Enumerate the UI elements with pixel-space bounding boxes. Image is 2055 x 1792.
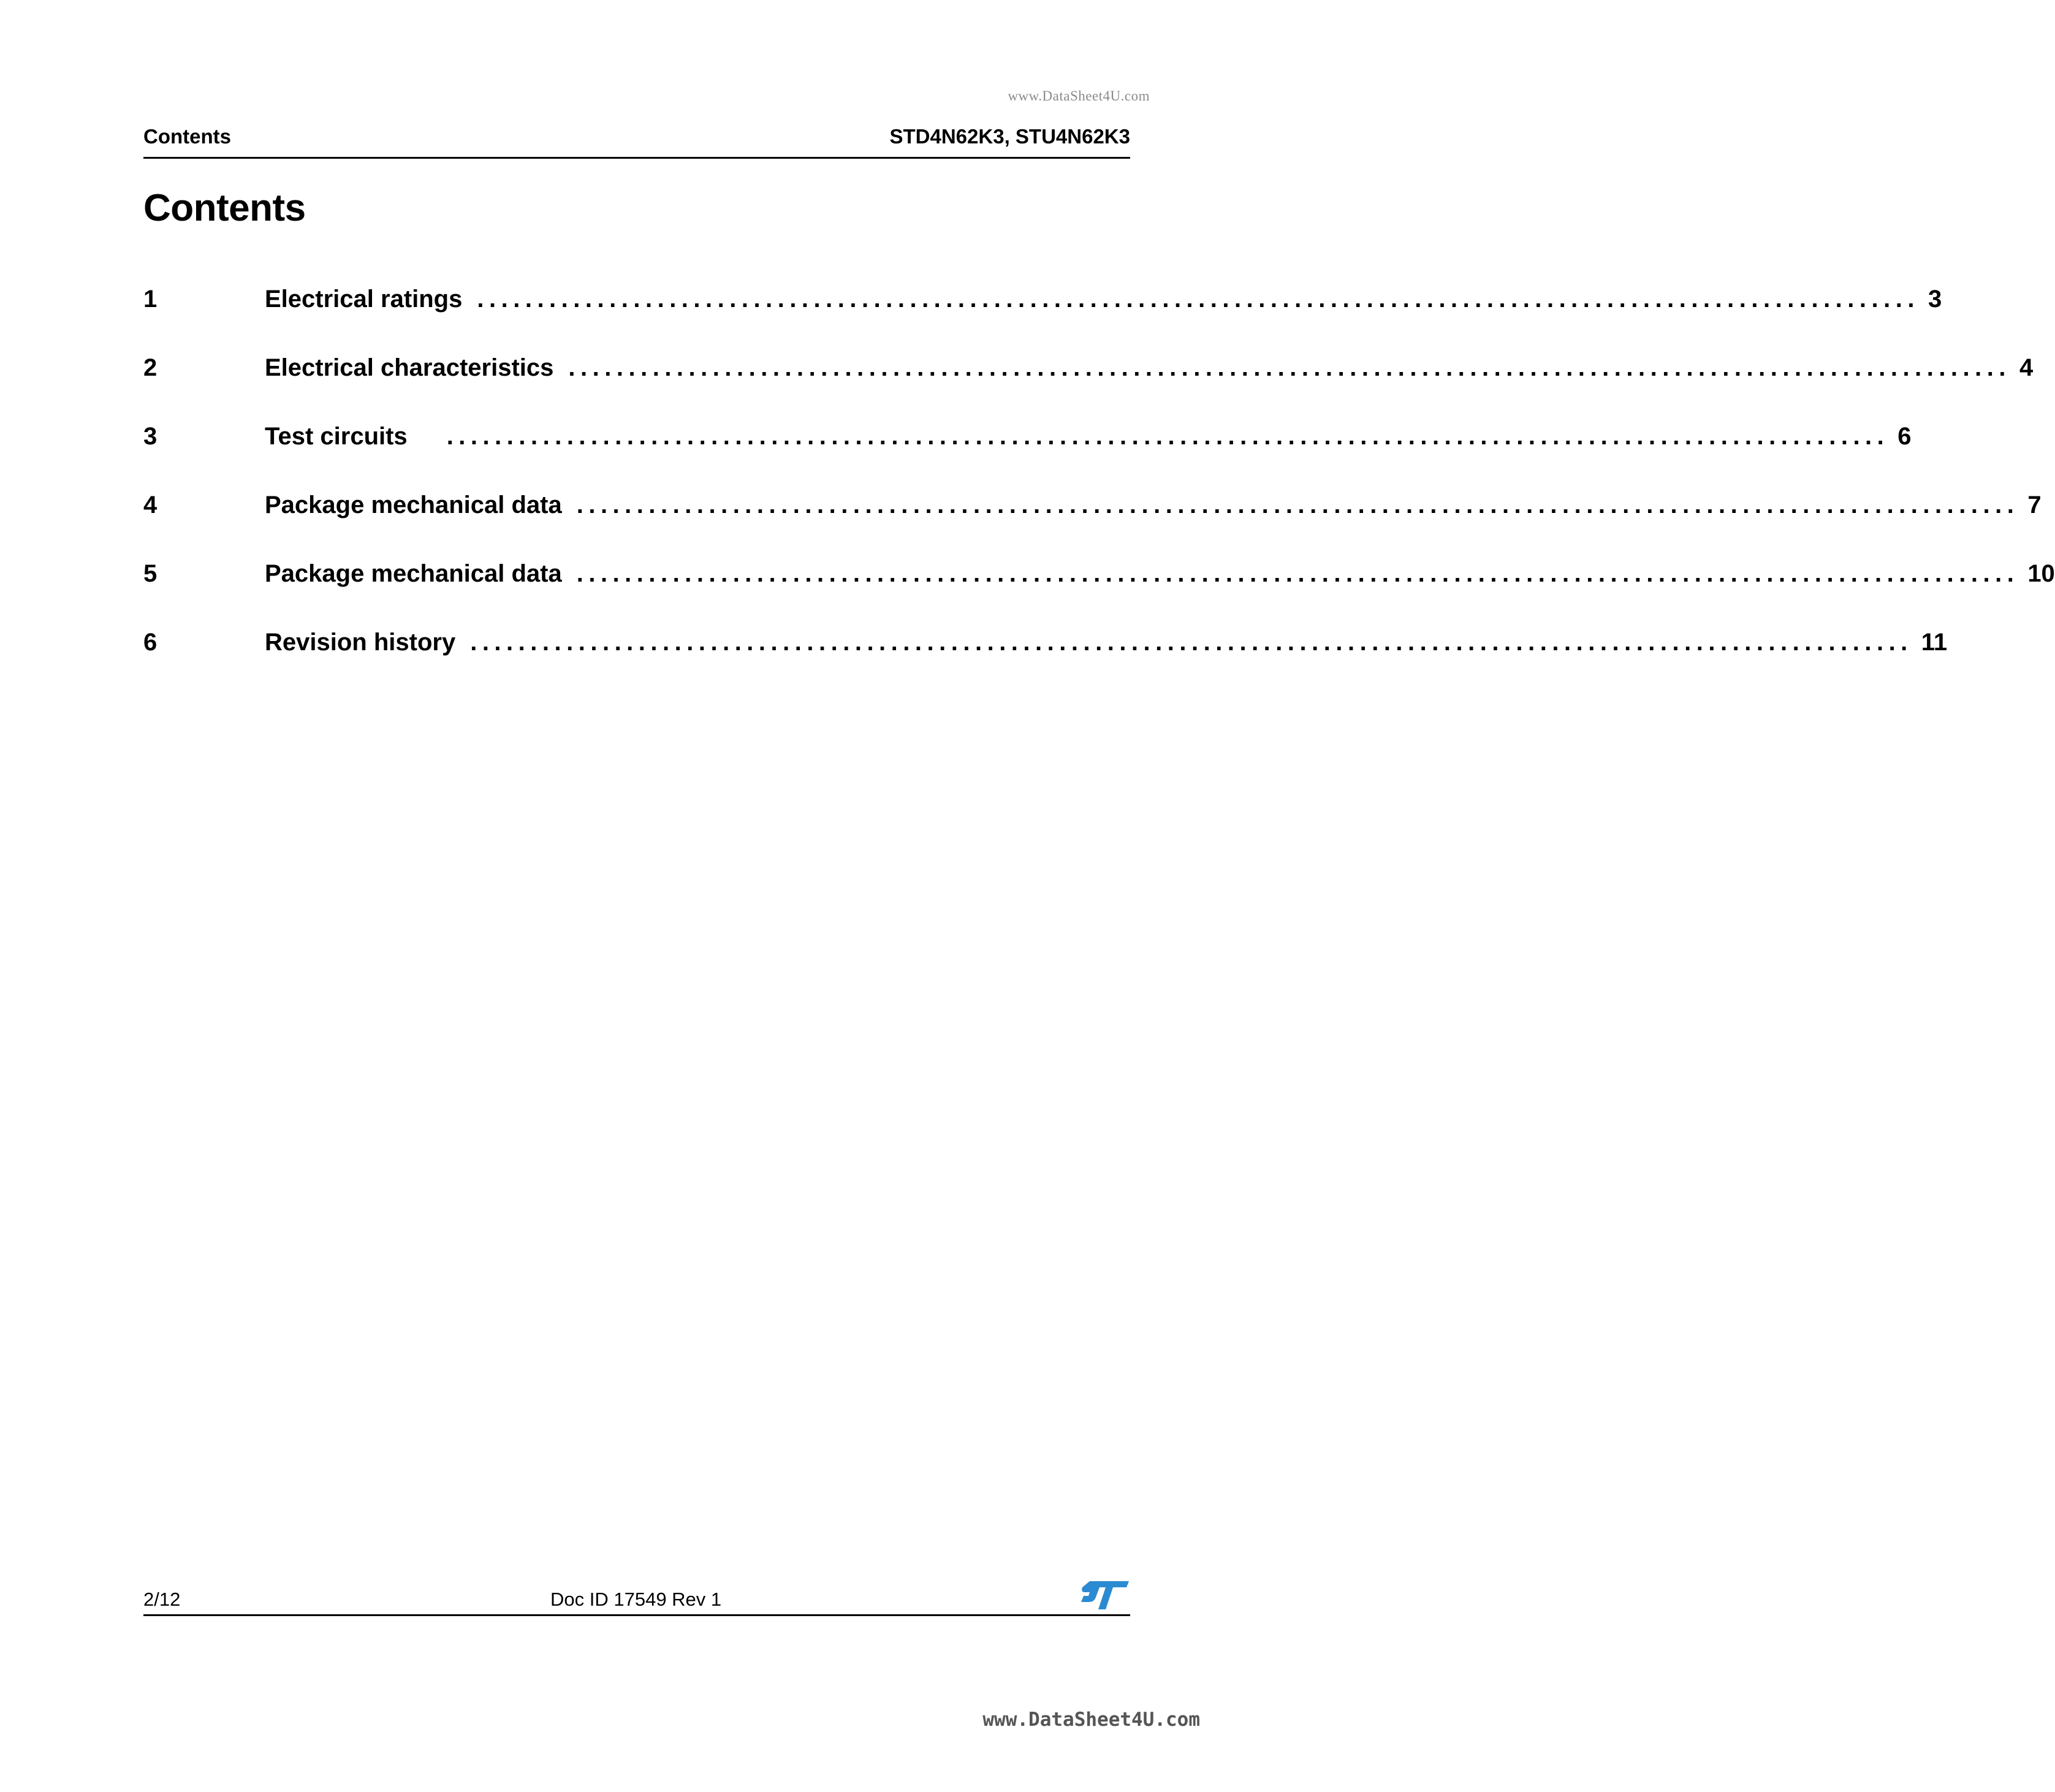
toc-entry-page: 6: [1897, 423, 1912, 450]
toc-entry-title: Package mechanical data: [265, 560, 562, 587]
toc-entry[interactable]: [143, 489, 2042, 558]
toc-entry-number: 5: [143, 560, 158, 587]
header-section-label: Contents: [143, 125, 231, 148]
toc-entry-title: Test circuits: [265, 423, 408, 450]
toc-entry-number: 3: [143, 423, 158, 450]
page-header: [143, 123, 1130, 159]
page-footer: [143, 1580, 1130, 1616]
toc-entry-number: 4: [143, 492, 158, 518]
toc-dot-leader: ........................................................................................................................: [576, 560, 2019, 587]
toc-entry-title: Electrical characteristics: [265, 354, 554, 381]
st-logo-icon: [1081, 1580, 1130, 1611]
toc-dot-leader: ........................................................................................................................: [477, 286, 1920, 313]
header-part-numbers: STD4N62K3, STU4N62K3: [889, 125, 1130, 148]
toc-entry[interactable]: [143, 283, 1942, 352]
table-of-contents: [143, 283, 2055, 695]
toc-entry[interactable]: [143, 626, 1948, 695]
toc-entry[interactable]: [143, 352, 2034, 420]
toc-entry-number: 6: [143, 629, 158, 656]
page-title: Contents: [143, 187, 306, 229]
watermark-top: www.DataSheet4U.com: [1008, 88, 1150, 104]
toc-dot-leader: ........................................................................................................................: [470, 629, 1913, 656]
page-indicator: 2/12: [143, 1589, 181, 1610]
toc-entry-page: 4: [2019, 354, 2034, 381]
toc-dot-leader: ........................................................................................................................: [446, 423, 1890, 450]
toc-entry-number: 2: [143, 354, 158, 381]
toc-entry-title: Revision history: [265, 629, 456, 656]
toc-entry-page: 11: [1921, 629, 1948, 656]
toc-entry[interactable]: [143, 420, 1912, 489]
doc-id: Doc ID 17549 Rev 1: [550, 1589, 722, 1610]
toc-entry-number: 1: [143, 286, 158, 313]
toc-entry[interactable]: [143, 558, 2055, 626]
toc-dot-leader: ........................................................................................................................: [576, 492, 2019, 518]
toc-entry-page: 7: [2027, 492, 2042, 518]
watermark-bottom: www.DataSheet4U.com: [982, 1709, 1200, 1731]
toc-dot-leader: ........................................................................................................................: [568, 354, 2011, 381]
toc-entry-title: Electrical ratings: [265, 286, 463, 313]
toc-entry-title: Package mechanical data: [265, 492, 562, 518]
toc-entry-page: 10: [2027, 560, 2055, 587]
toc-entry-page: 3: [1928, 286, 1942, 313]
